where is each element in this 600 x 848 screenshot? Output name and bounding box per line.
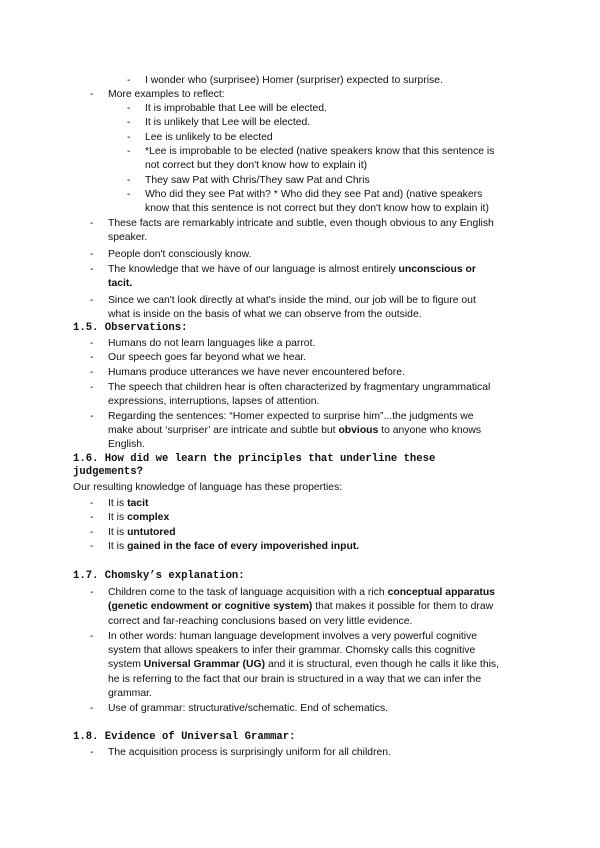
- example-sentence-cont: know that this sentence is not correct but they don't know how to explain it): [145, 203, 489, 214]
- example-sentence: It is unlikely that Lee will be elected.: [145, 117, 311, 128]
- bullet-dash: -: [90, 338, 94, 349]
- text: It is: [108, 541, 128, 552]
- list-item: Use of grammar: structurative/schematic. End of schematics.: [108, 703, 389, 714]
- text: The knowledge that we have of our language is almost entirely: [108, 264, 399, 275]
- bullet-dash: -: [90, 411, 94, 422]
- list-item: [108, 526, 176, 539]
- bold-text: untutored: [127, 527, 176, 538]
- list-item-cont: [108, 277, 132, 290]
- example-sentence: I wonder who (surprisee) Homer (surpriser) expected to surprise.: [145, 75, 443, 86]
- list-item: These facts are remarkably intricate and subtle, even though obvious to any English: [108, 218, 494, 229]
- bullet-dash: -: [90, 89, 94, 100]
- section-heading: 1.7. Chomsky’s explanation:: [73, 570, 245, 582]
- bold-text: tacit: [127, 498, 149, 509]
- bullet-dash: -: [127, 75, 131, 86]
- list-item: Our speech goes far beyond what we hear.: [108, 352, 307, 363]
- list-item: [108, 540, 359, 553]
- bullet-dash: -: [127, 146, 131, 157]
- text: system: [108, 659, 144, 670]
- bullet-dash: -: [90, 352, 94, 363]
- list-item: Humans do not learn languages like a parrot.: [108, 338, 316, 349]
- text: It is: [108, 498, 128, 509]
- bold-text: unconscious or: [398, 264, 476, 275]
- bullet-dash: -: [90, 295, 94, 306]
- list-item-cont: system that allows speakers to infer their grammar. Chomsky calls this cognitive: [108, 645, 476, 656]
- list-item-cont: correct and far-reaching conclusions based on very little evidence.: [108, 616, 413, 627]
- list-item: The speech that children hear is often characterized by fragmentary ungrammatical: [108, 382, 491, 393]
- section-heading: 1.8. Evidence of Universal Grammar:: [73, 731, 296, 743]
- bullet-dash: -: [127, 103, 131, 114]
- text: It is: [108, 512, 128, 523]
- bullet-dash: -: [90, 587, 94, 598]
- bullet-dash: -: [90, 631, 94, 642]
- bullet-dash: -: [127, 175, 131, 186]
- list-item: The acquisition process is surprisingly uniform for all children.: [108, 747, 391, 758]
- list-item-cont: he is referring to the fact that our brain is structured in a way that we can infer the: [108, 674, 482, 685]
- bullet-dash: -: [90, 249, 94, 260]
- example-sentence-cont: not correct but they don't know how to explain it): [145, 160, 368, 171]
- bullet-dash: -: [127, 189, 131, 200]
- list-item: Since we can't look directly at what's inside the mind, our job will be to figure out: [108, 295, 476, 306]
- list-item: Humans produce utterances we have never encountered before.: [108, 367, 405, 378]
- example-sentence: Lee is unlikely to be elected: [145, 132, 273, 143]
- text: make about ‘surpriser’ are intricate and subtle but: [108, 425, 339, 436]
- list-item: [108, 497, 148, 510]
- list-item: People don't consciously know.: [108, 249, 252, 260]
- list-item: [108, 263, 476, 276]
- bold-text: Universal Grammar (UG): [143, 659, 266, 670]
- list-item-cont: English.: [108, 439, 145, 450]
- bullet-dash: -: [90, 367, 94, 378]
- list-item-cont: [108, 600, 493, 613]
- text: It is: [108, 527, 128, 538]
- list-item-cont: expressions, interruptions, lapses of attention.: [108, 396, 320, 407]
- list-item: More examples to reflect:: [108, 89, 225, 100]
- bullet-dash: -: [90, 218, 94, 229]
- list-item-cont: grammar.: [108, 688, 152, 699]
- bold-text: gained in the face of every impoverished input.: [127, 541, 360, 552]
- list-item: In other words: human language development involves a very powerful cognitive: [108, 631, 478, 642]
- bullet-dash: -: [90, 703, 94, 714]
- bullet-dash: -: [90, 541, 94, 552]
- list-item: [108, 586, 495, 599]
- example-sentence: Who did they see Pat with? * Who did they see Pat and) (native speakers: [145, 189, 483, 200]
- bold-text: tacit.: [108, 278, 133, 289]
- bold-text: complex: [127, 512, 170, 523]
- section-heading: 1.5. Observations:: [73, 322, 188, 334]
- list-item-cont: [108, 658, 499, 671]
- bullet-dash: -: [127, 132, 131, 143]
- example-sentence: *Lee is improbable to be elected (native speakers know that this sentence is: [145, 146, 495, 157]
- list-item-cont: [108, 424, 481, 437]
- section-heading: 1.6. How did we learn the principles that underline these: [73, 453, 436, 465]
- text: that makes it possible for them to draw: [312, 601, 494, 612]
- bold-text: conceptual apparatus: [387, 587, 495, 598]
- bold-text: obvious: [338, 425, 379, 436]
- list-item: [108, 511, 169, 524]
- section-heading-cont: judgements?: [73, 466, 143, 478]
- bullet-dash: -: [127, 117, 131, 128]
- paragraph: Our resulting knowledge of language has these properties:: [73, 482, 343, 493]
- text: to anyone who knows: [378, 425, 482, 436]
- bullet-dash: -: [90, 498, 94, 509]
- example-sentence: It is improbable that Lee will be elected.: [145, 103, 327, 114]
- bold-text: (genetic endowment or cognitive system): [108, 601, 313, 612]
- list-item-cont: speaker.: [108, 232, 148, 243]
- text: and it is structural, even though he calls it like this,: [265, 659, 499, 670]
- text: Children come to the task of language acquisition with a rich: [108, 587, 388, 598]
- list-item-cont: what is inside on the basis of what we can observe from the outside.: [108, 309, 422, 320]
- bullet-dash: -: [90, 747, 94, 758]
- bullet-dash: -: [90, 527, 94, 538]
- bullet-dash: -: [90, 264, 94, 275]
- bullet-dash: -: [90, 382, 94, 393]
- example-sentence: They saw Pat with Chris/They saw Pat and Chris: [145, 175, 370, 186]
- bullet-dash: -: [90, 512, 94, 523]
- list-item: Regarding the sentences: “Homer expected to surprise him”...the judgments we: [108, 411, 474, 422]
